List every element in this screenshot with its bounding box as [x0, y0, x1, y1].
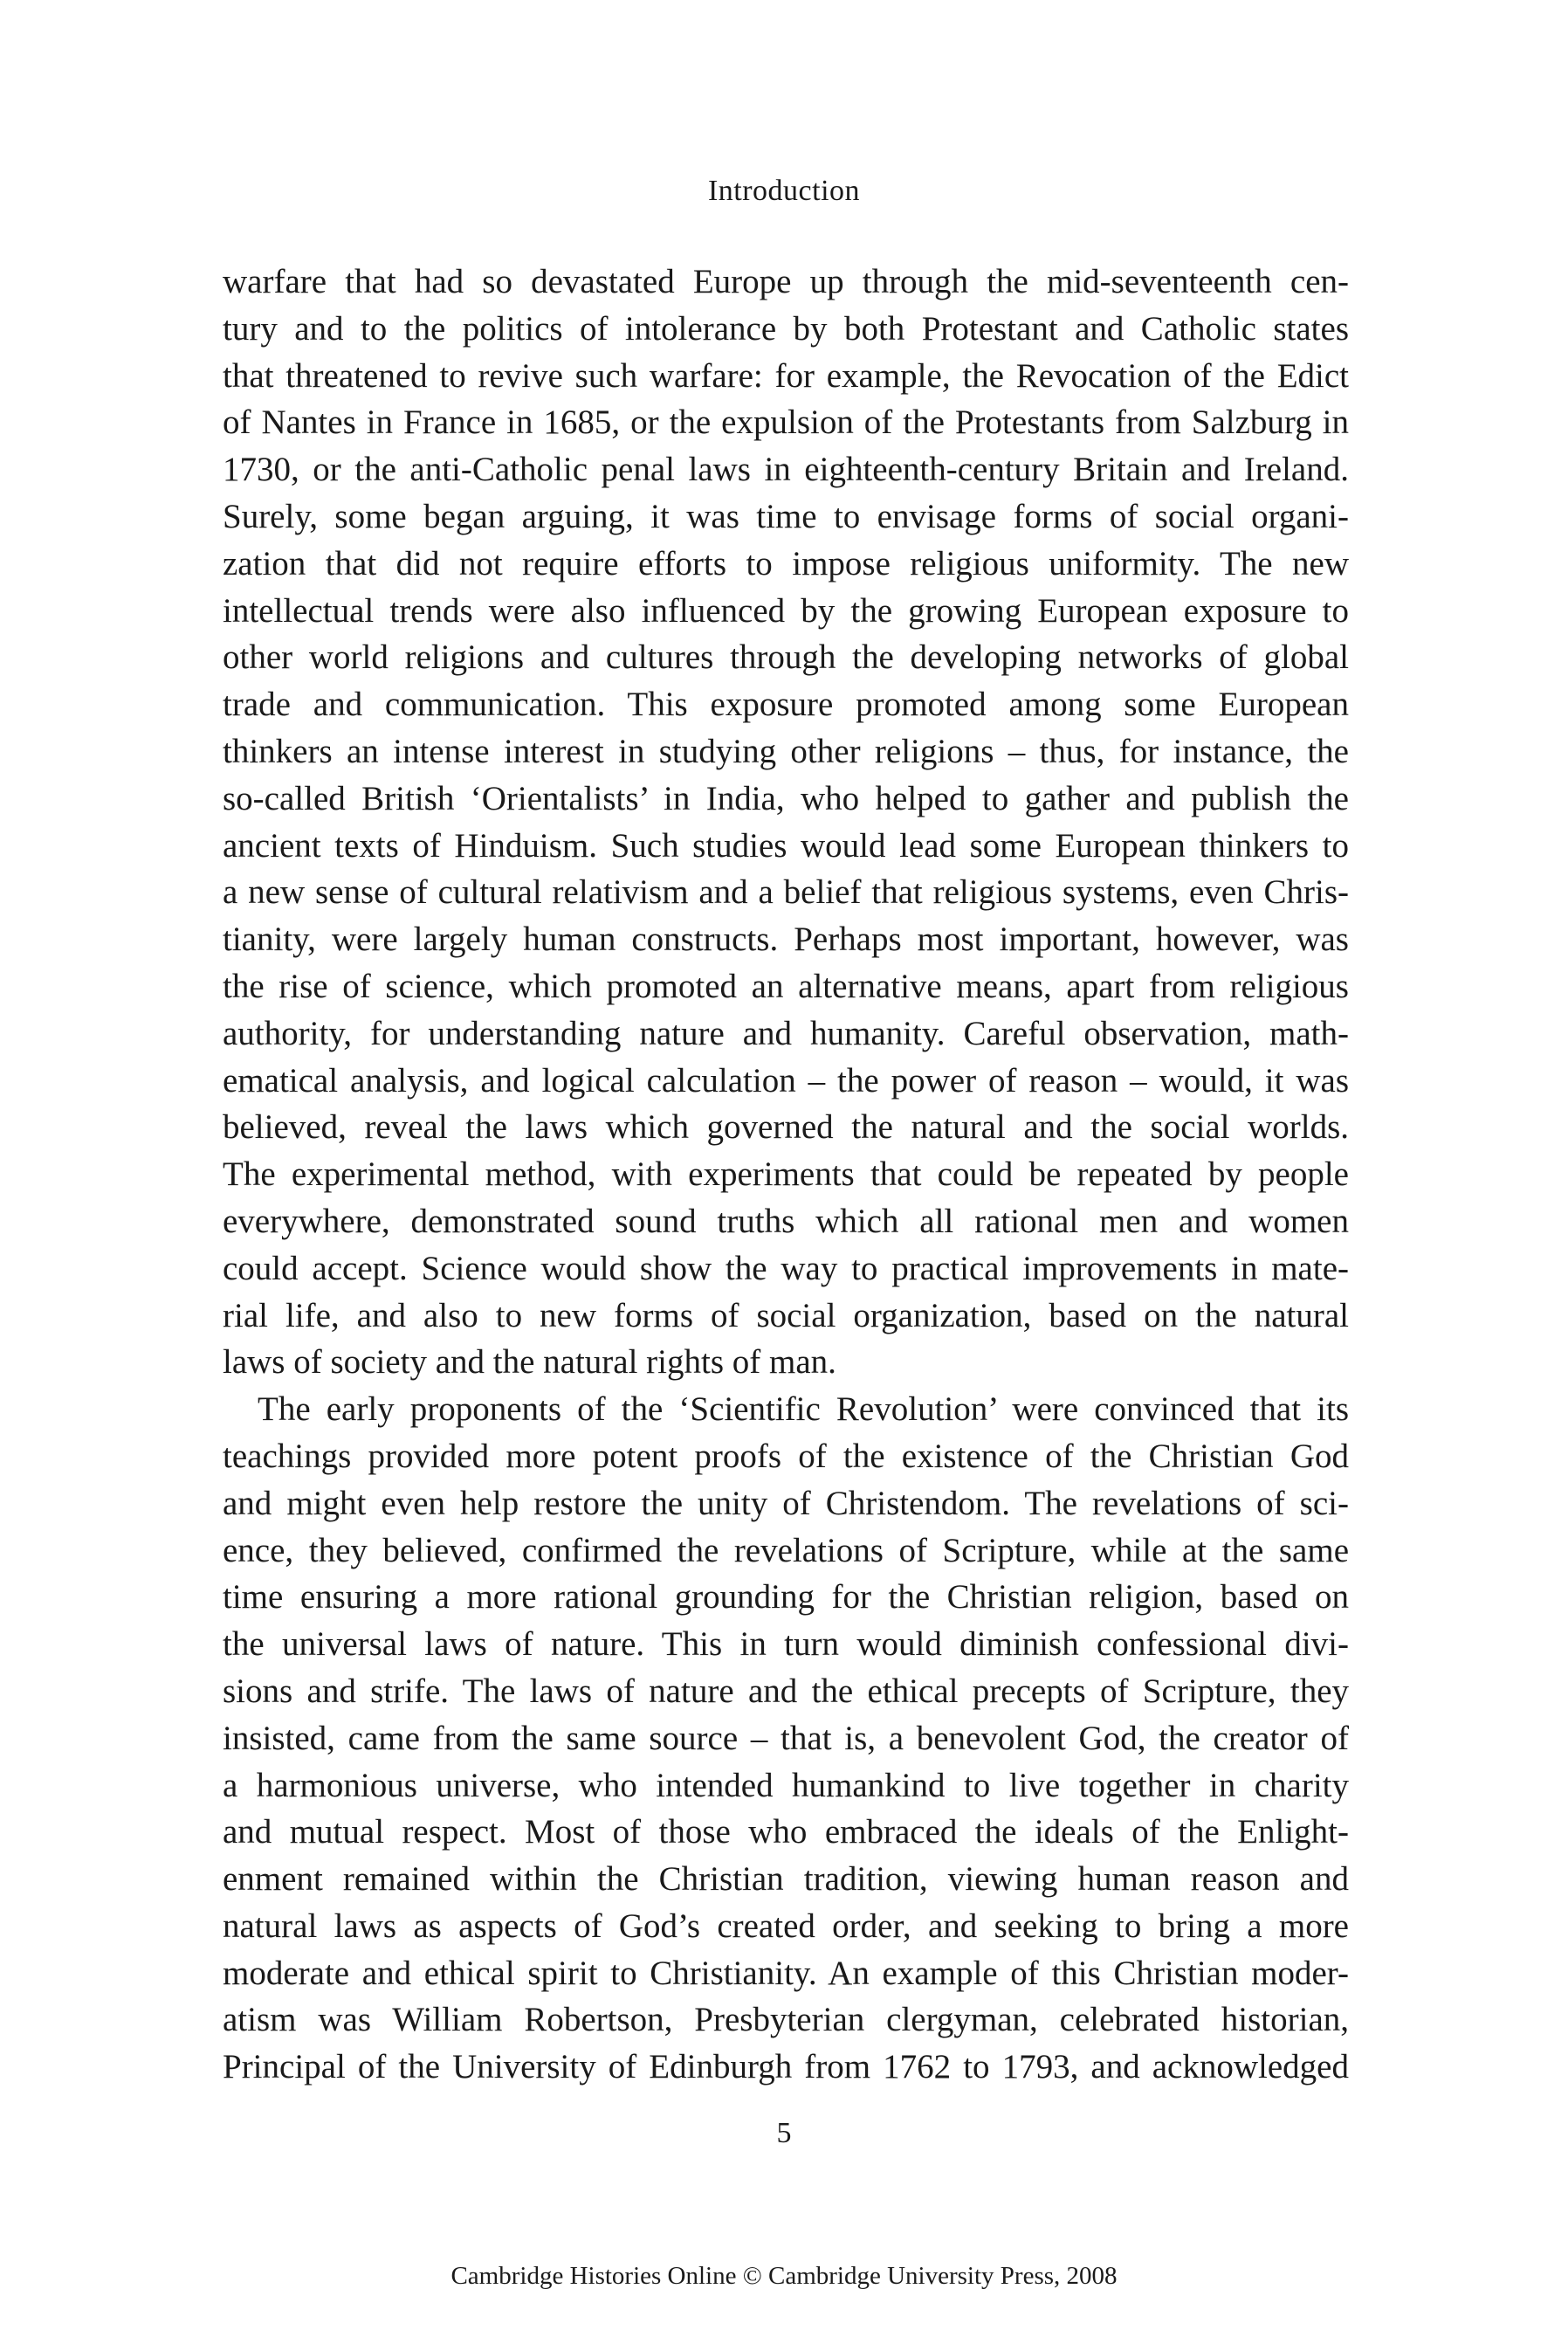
text-line: a harmonious universe, who intended humankind to live together in charity: [223, 1766, 1349, 1804]
page-number: 5: [776, 2117, 792, 2149]
text-line: could accept. Science would show the way to practical improvements in mate-: [223, 1249, 1349, 1287]
text-line: the rise of science, which promoted an alternative means, apart from religious: [223, 967, 1349, 1005]
text-line: The early proponents of the ‘Scientific Revolution’ were convinced that its: [258, 1390, 1349, 1429]
text-line: sions and strife. The laws of nature and the ethical precepts of Scripture, they: [223, 1672, 1349, 1710]
text-line: moderate and ethical spirit to Christianity. An example of this Christian moder-: [223, 1954, 1349, 1992]
text-line: authority, for understanding nature and humanity. Careful observation, math-: [223, 1014, 1349, 1052]
text-line: time ensuring a more rational grounding for the Christian religion, based on: [223, 1578, 1349, 1617]
text-line: of Nantes in France in 1685, or the expulsion of the Protestants from Salzburg in: [223, 403, 1349, 442]
text-line: the universal laws of nature. This in turn would diminish confessional divi-: [223, 1625, 1349, 1664]
text-line: The experimental method, with experiments that could be repeated by people: [223, 1155, 1349, 1194]
text-line: rial life, and also to new forms of social organization, based on the natural: [223, 1296, 1349, 1334]
text-line: enment remained within the Christian tradition, viewing human reason and: [223, 1860, 1349, 1899]
text-line: other world religions and cultures through the developing networks of global: [223, 638, 1349, 677]
text-line: that threatened to revive such warfare: for example, the Revocation of the Edict: [223, 356, 1349, 395]
text-line: warfare that had so devastated Europe up through the mid-seventeenth cen-: [223, 263, 1349, 300]
text-line: everywhere, demonstrated sound truths which all rational men and women: [223, 1202, 1349, 1240]
text-line: Surely, some began arguing, it was time to envisage forms of social organi-: [223, 497, 1349, 535]
text-line: teachings provided more potent proofs of the existence of the Christian God: [223, 1437, 1349, 1475]
text-line: so-called British ‘Orientalists’ in India, who helped to gather and publish the: [223, 779, 1349, 817]
text-line: believed, reveal the laws which governed the natural and the social worlds.: [223, 1108, 1349, 1147]
text-line: and mutual respect. Most of those who embraced the ideals of the Enlight-: [223, 1813, 1349, 1851]
text-line: atism was William Robertson, Presbyterian clergyman, celebrated historian,: [223, 2001, 1349, 2039]
running-head: Introduction: [707, 175, 861, 207]
text-line: a new sense of cultural relativism and a belief that religious systems, even Chris-: [223, 873, 1349, 912]
text-line: laws of society and the natural rights of man.: [223, 1343, 836, 1382]
text-line: ence, they believed, confirmed the revelations of Scripture, while at the same: [223, 1531, 1349, 1569]
paragraph-1: [223, 259, 1349, 1386]
text-line: insisted, came from the same source – that is, a benevolent God, the creator of: [223, 1719, 1349, 1757]
paragraph-2: [223, 1386, 1349, 2091]
text-line: thinkers an intense interest in studying other religions – thus, for instance, the: [223, 732, 1349, 770]
text-line: natural laws as aspects of God’s created order, and seeking to bring a more: [223, 1906, 1349, 1945]
text-line: trade and communication. This exposure promoted among some European: [223, 686, 1349, 724]
text-line: Principal of the University of Edinburgh from 1762 to 1793, and acknowledged: [223, 2048, 1349, 2086]
text-line: ancient texts of Hinduism. Such studies would lead some European thinkers to: [223, 826, 1349, 865]
text-line: 1730, or the anti-Catholic penal laws in eighteenth-century Britain and Ireland.: [223, 451, 1349, 489]
text-line: tury and to the politics of intolerance by both Protestant and Catholic states: [223, 309, 1349, 348]
text-line: intellectual trends were also influenced by the growing European exposure to: [223, 591, 1349, 630]
body-text: [223, 259, 1349, 2091]
text-line: tianity, were largely human constructs. Perhaps most important, however, was: [223, 920, 1349, 959]
text-line: ematical analysis, and logical calculation – the power of reason – would, it was: [223, 1061, 1349, 1100]
footer-copyright: Cambridge Histories Online © Cambridge University Press, 2008: [450, 2262, 1118, 2290]
text-line: and might even help restore the unity of Christendom. The revelations of sci-: [223, 1484, 1349, 1522]
text-line: zation that did not require efforts to impose religious uniformity. The new: [223, 544, 1349, 583]
